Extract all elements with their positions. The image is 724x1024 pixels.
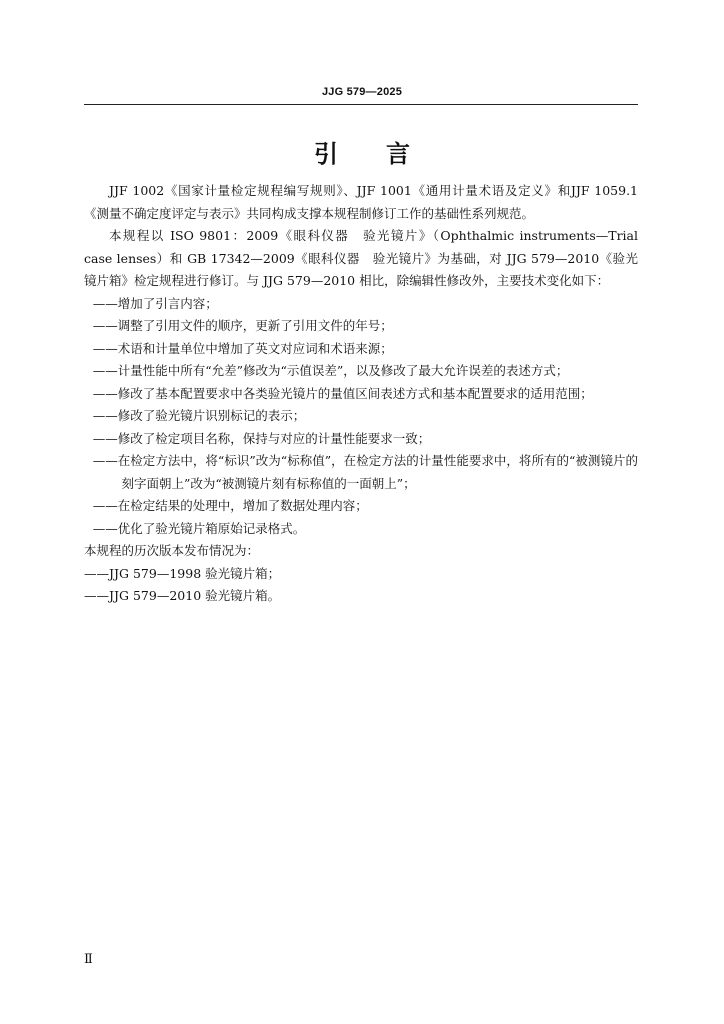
change-item: ——调整了引用文件的顺序，更新了引用文件的年号； bbox=[92, 318, 393, 333]
change-item: ——计量性能中所有“允差”修改为“示值误差”，以及修改了最大允许误差的表述方式； bbox=[92, 363, 569, 378]
change-item: ——修改了验光镜片识别标记的表示； bbox=[92, 408, 306, 423]
version-history-item: ——JJG 579—1998 验光镜片箱； bbox=[84, 565, 281, 581]
intro-paragraph-2: 本规程以 ISO 9801：2009《眼科仪器 验光镜片》（Ophthalmic instruments—Trial case lenses）和 GB 17342—2009《眼科仪器 验光镜片》为基础，对 JJG 579—2010《验光镜片箱》检定规程进行修订。与 JJG 579—2010 相比，除编辑性修改外，主要技术变化如下： bbox=[84, 228, 638, 288]
change-item: ——修改了基本配置要求中各类验光镜片的量值区间表述方式和基本配置要求的适用范围； bbox=[92, 385, 593, 401]
change-list bbox=[84, 293, 638, 541]
version-history-list bbox=[84, 563, 638, 608]
change-item: ——术语和计量单位中增加了英文对应词和术语来源； bbox=[92, 340, 393, 356]
document-body bbox=[84, 180, 638, 608]
change-item: ——优化了验光镜片箱原始记录格式。 bbox=[92, 520, 306, 536]
change-item: ——在检定方法中，将“标识”改为“标称值”，在检定方法的计量性能要求中，将所有的“被测镜片的刻字面朝上”改为“被测镜片刻有标称值的一面朝上”； bbox=[92, 453, 638, 491]
header-divider bbox=[84, 104, 638, 105]
version-history-item: ——JJG 579—2010 验光镜片箱。 bbox=[84, 588, 281, 603]
header-standard-code: JJG 579—2025 bbox=[321, 86, 403, 98]
page-number: Ⅱ bbox=[84, 952, 93, 967]
page-title: 引言 bbox=[314, 140, 458, 168]
history-intro: 本规程的历次版本发布情况为： bbox=[84, 543, 260, 558]
change-item: ——修改了检定项目名称，保持与对应的计量性能要求一致； bbox=[92, 430, 431, 446]
change-item: ——增加了引言内容； bbox=[92, 295, 218, 311]
intro-paragraph-1: JJF 1002《国家计量检定规程编写规则》、JJF 1001《通用计量术语及定义》和JJF 1059.1《测量不确定度评定与表示》共同构成支撑本规程制修订工作的基础性系列规范。 bbox=[84, 183, 638, 221]
change-item: ——在检定结果的处理中，增加了数据处理内容； bbox=[92, 498, 368, 513]
